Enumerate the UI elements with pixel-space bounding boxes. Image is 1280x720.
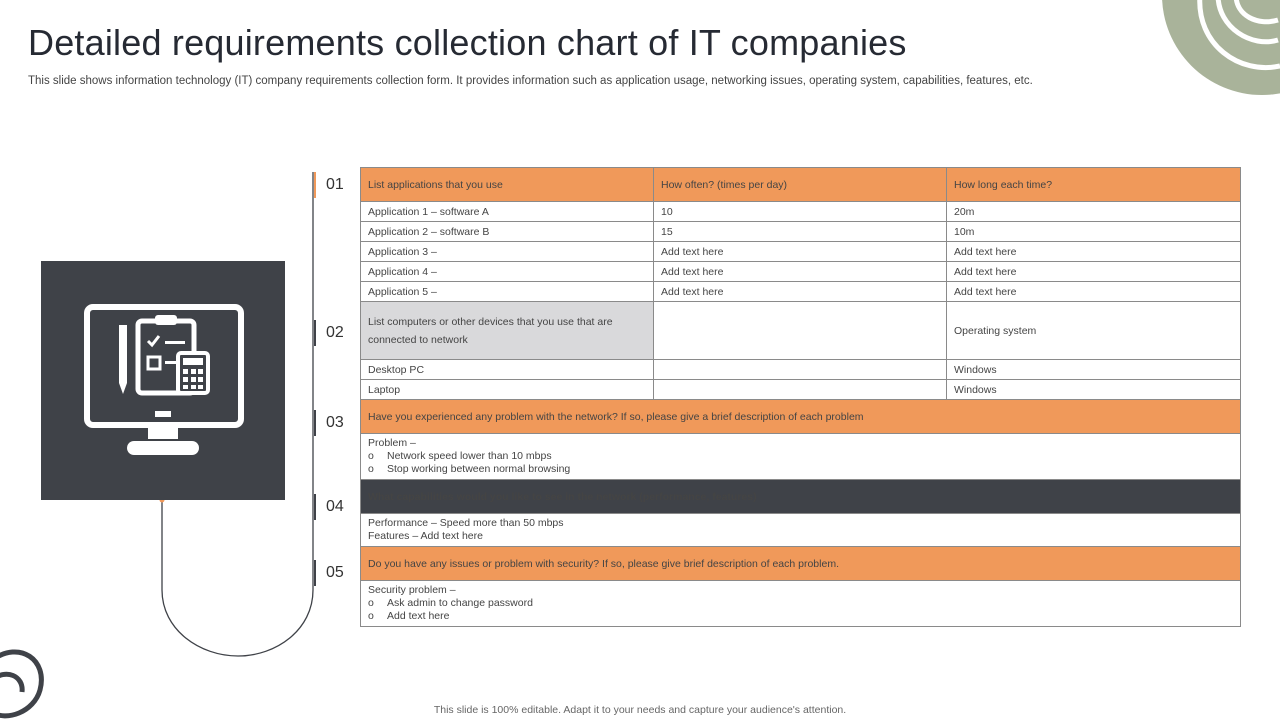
section5-answer-row xyxy=(361,581,1241,627)
list-item xyxy=(368,450,1233,463)
page-subtitle: This slide shows information technology (IT) company requirements collection form. It provides information such as application usage, networking issues, operating system, capabilities, features, etc. xyxy=(28,75,1033,87)
table-row xyxy=(361,282,1241,302)
section3-question: Have you experienced any problem with the network? If so, please give a brief description of each problem xyxy=(361,400,1241,434)
section5-question: Do you have any issues or problem with security? If so, please give brief description of each problem. xyxy=(361,547,1241,581)
page-title: Detailed requirements collection chart of IT companies xyxy=(28,22,907,63)
section1-header-row xyxy=(361,168,1241,202)
table-cell: Windows xyxy=(947,380,1241,400)
section4-answer xyxy=(361,514,1241,547)
table-cell: 10 xyxy=(654,202,947,222)
bullet-marker: o xyxy=(368,597,374,609)
table-cell: Add text here xyxy=(654,242,947,262)
section2-header-row xyxy=(361,302,1241,360)
table-cell: Windows xyxy=(947,360,1241,380)
section5-header-row xyxy=(361,547,1241,581)
table-cell xyxy=(654,380,947,400)
section5-answer xyxy=(361,581,1241,627)
section4-line: Performance – Speed more than 50 mbps xyxy=(368,517,564,529)
list-item xyxy=(368,597,1233,610)
section2-os-header: Operating system xyxy=(947,302,1241,360)
step-number-01: 01 xyxy=(314,172,354,198)
table-cell: 15 xyxy=(654,222,947,242)
list-item-text: Stop working between normal browsing xyxy=(387,463,571,475)
table-row xyxy=(361,262,1241,282)
table-cell: Application 3 – xyxy=(361,242,654,262)
list-item-text: Ask admin to change password xyxy=(387,597,533,609)
table-row xyxy=(361,380,1241,400)
section4-header-row xyxy=(361,480,1241,514)
step-number-04: 04 xyxy=(314,494,354,520)
table-cell: 20m xyxy=(947,202,1241,222)
table-cell: Application 2 – software B xyxy=(361,222,654,242)
table-cell: Laptop xyxy=(361,380,654,400)
table-cell: Application 5 – xyxy=(361,282,654,302)
step-number-02: 02 xyxy=(314,320,354,346)
table-cell xyxy=(654,302,947,360)
table-cell: 10m xyxy=(947,222,1241,242)
table-cell: Add text here xyxy=(654,282,947,302)
table-row xyxy=(361,242,1241,262)
table-row xyxy=(361,202,1241,222)
table-row xyxy=(361,360,1241,380)
section4-answer-row xyxy=(361,514,1241,547)
list-item xyxy=(368,463,1233,476)
footer-note: This slide is 100% editable. Adapt it to your needs and capture your audience's attention. xyxy=(433,704,847,716)
section3-header-row xyxy=(361,400,1241,434)
section3-answer-row xyxy=(361,434,1241,480)
table-cell: Application 4 – xyxy=(361,262,654,282)
list-item-text: Add text here xyxy=(387,610,450,622)
table-cell: Add text here xyxy=(947,262,1241,282)
section1-header-cell: List applications that you use xyxy=(361,168,654,202)
bullet-marker: o xyxy=(368,450,374,462)
table-cell: Add text here xyxy=(947,242,1241,262)
section3-lead: Problem – xyxy=(368,437,416,449)
table-row xyxy=(361,222,1241,242)
computer-clipboard-calculator-icon xyxy=(41,261,285,500)
section1-header-cell: How long each time? xyxy=(947,168,1241,202)
bullet-marker: o xyxy=(368,610,374,622)
table-cell: Add text here xyxy=(947,282,1241,302)
section1-header-cell: How often? (times per day) xyxy=(654,168,947,202)
table-cell: Application 1 – software A xyxy=(361,202,654,222)
list-item-text: Network speed lower than 10 mbps xyxy=(387,450,552,462)
step-number-03: 03 xyxy=(314,410,354,436)
section2-question: List computers or other devices that you use that are connected to network xyxy=(361,302,654,360)
table-cell: Desktop PC xyxy=(361,360,654,380)
bullet-marker: o xyxy=(368,463,374,475)
icon-panel xyxy=(41,261,285,500)
section5-lead: Security problem – xyxy=(368,584,456,596)
list-item xyxy=(368,610,1233,623)
requirements-table xyxy=(360,167,1241,627)
table-cell: Add text here xyxy=(654,262,947,282)
section4-question: What capabilities would you like to see in the network (performance, features) xyxy=(361,480,1241,514)
section4-line: Features – Add text here xyxy=(368,530,483,542)
step-number-05: 05 xyxy=(314,560,354,586)
table-cell xyxy=(654,360,947,380)
section3-answer xyxy=(361,434,1241,480)
